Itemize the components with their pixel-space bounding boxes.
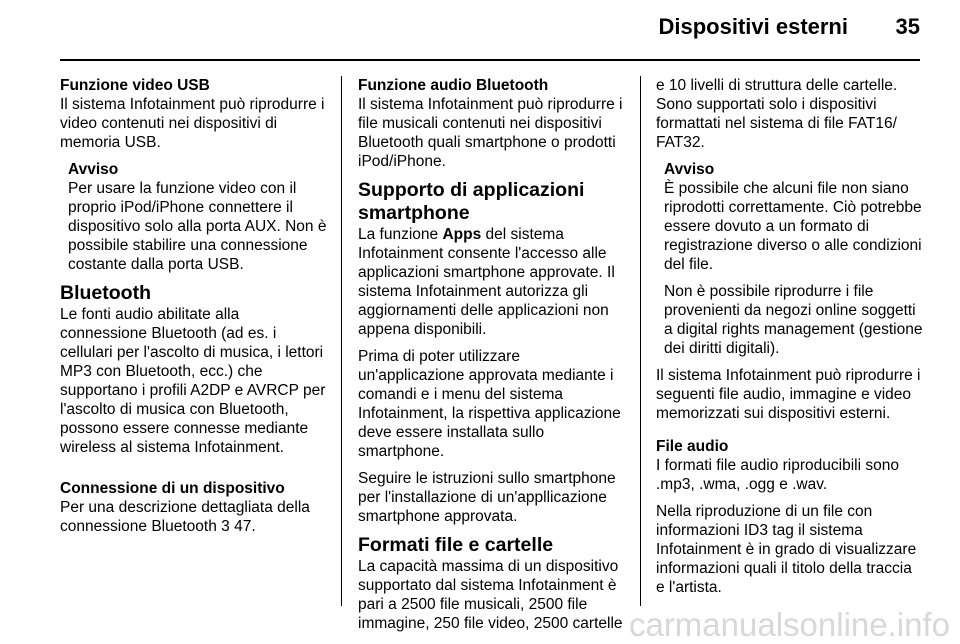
apps-text-pre: La funzione [358,226,443,243]
connection-paragraph [60,498,330,536]
note-usb [68,160,330,274]
formats-continued: e 10 livelli di struttura delle cartelle. Sono supportati solo i dispositivi formattati nel sistema di file FAT16/ FAT32. [656,77,898,151]
apps-paragraph-2: Prima di poter utilizzare un'applicazione approvata mediante i comandi e i menu del sistema Infotainment, la rispettiva applicazione deve essere installata sullo smartphone. [358,348,621,460]
apps-paragraph-1 [358,225,628,339]
page-title: Dispositivi esterni [658,14,848,39]
usb-video-heading: Funzione video USB [60,77,210,94]
usb-video-paragraph: Il sistema Infotainment può riprodurre i video contenuti nei dispositivi di memoria USB. [60,96,325,151]
apps-heading: Supporto di applicazioni smartphone [358,179,585,224]
header-divider [60,59,920,61]
note-label: Avviso [68,161,119,178]
column-2 [358,76,628,633]
column-divider-2 [640,76,641,606]
column-1 [60,76,330,536]
id3-paragraph: Nella riproduzione di un file con informazioni ID3 tag il sistema Infotainment è in grado di visualizzare informazioni quali il titolo della traccia e l'artista. [656,503,917,596]
note-text-2: Non è possibile riprodurre i file provenienti da negozi online soggetti a digital rights management (gestione dei diritti digitali). [664,283,923,357]
formats-paragraph: La capacità massima di un dispositivo supportato dal sistema Infotainment è pari a 2500 file musicali, 2500 file immagine, 250 file video, 2500 cartelle [358,558,623,632]
bluetooth-paragraph: Le fonti audio abilitate alla connessione Bluetooth (ad es. i cellulari per l'ascolto di musica, i lettori MP3 con Bluetooth, ecc.) che supportano i profili A2DP e AVRCP per l'ascolto di musica con Bluetooth, possono essere connesse mediante wireless al sistema Infotainment. [60,306,326,456]
bt-audio-paragraph: Il sistema Infotainment può riprodurre i file musicali contenuti nei dispositivi Bluetooth quali smartphone o prodotti iPod/iPhone. [358,96,623,170]
audio-files-paragraph: I formati file audio riproducibili sono .mp3, .wma, .ogg e .wav. [656,457,899,493]
page-reference-link[interactable]: 3 47. [221,518,256,535]
note-text-1: È possibile che alcuni file non siano riprodotti correttamente. Ciò potrebbe essere dovuto a un formato di registrazione diverso o alle condizioni del file. [664,180,922,273]
playback-paragraph: Il sistema Infotainment può riprodurre i seguenti file audio, immagine e video memorizzati sui dispositivi esterni. [656,367,921,422]
connection-heading: Connessione di un dispositivo [60,480,285,497]
apps-text-post: del sistema Infotainment consente l'accesso alle applicazioni smartphone approvate. Il sistema Infotainment autorizza gli aggiornamenti delle applicazioni non appena disponibili. [358,226,615,338]
column-3 [656,76,924,597]
apps-keyword: Apps [442,226,482,243]
bt-audio-heading: Funzione audio Bluetooth [358,77,549,94]
note-text: Per usare la funzione video con il proprio iPod/iPhone connettere il dispositivo solo alla porta AUX. Non è possibile stabilire una connessione costante dalla porta USB. [68,180,327,273]
page-number: 35 [895,14,920,39]
apps-paragraph-3: Seguire le istruzioni sullo smartphone per l'installazione di un'appllicazione smartphone approvata. [358,470,616,525]
bluetooth-heading: Bluetooth [60,282,151,304]
column-divider-1 [341,76,342,606]
page-header [0,0,960,62]
audio-files-heading: File audio [656,438,729,455]
note-files [664,160,924,358]
watermark: carmanualsonline.info [628,606,950,643]
formats-heading: Formati file e cartelle [358,534,554,556]
connection-text: Per una descrizione dettagliata della connessione Bluetooth [60,499,310,535]
note-label: Avviso [664,161,715,178]
